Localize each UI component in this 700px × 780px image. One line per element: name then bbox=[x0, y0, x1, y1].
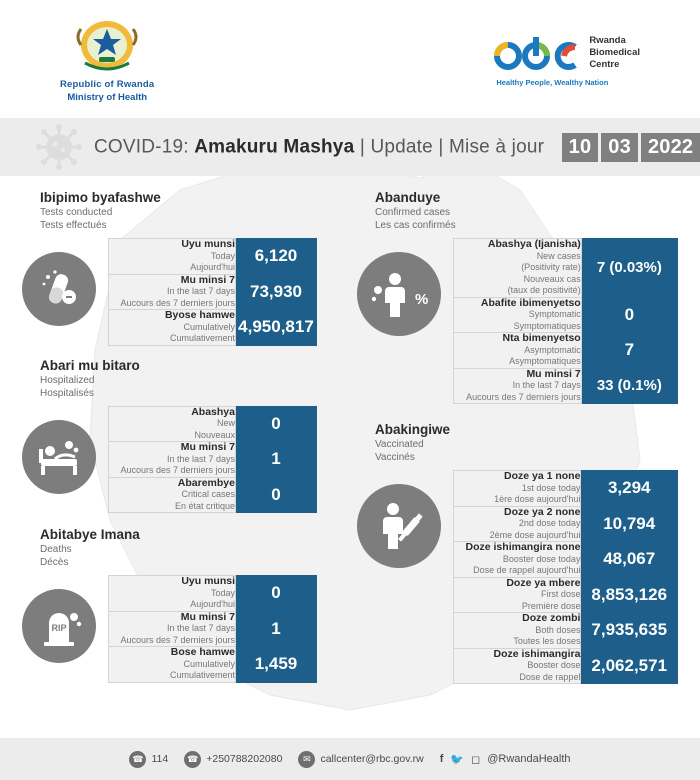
section-confirmed-sub2: Les cas confirmés bbox=[375, 220, 456, 231]
row-label-3: 2ème dose aujourd'hui bbox=[489, 529, 581, 540]
update-date bbox=[562, 133, 700, 162]
row-label-3: Cumulativement bbox=[169, 670, 235, 680]
coronavirus-icon bbox=[36, 124, 82, 170]
row-value: 7 (0.03%) bbox=[581, 239, 677, 298]
title-sep2: | bbox=[438, 136, 444, 158]
row-value: 0 bbox=[236, 406, 317, 442]
section-tests-title: Ibipimo byafashwe bbox=[40, 190, 161, 205]
date-month: 03 bbox=[601, 133, 638, 162]
row-label-1: Doze zombi bbox=[522, 612, 581, 624]
section-hospitalized-sub2: Hospitalisés bbox=[40, 387, 94, 399]
section-tests-sub1: Tests conducted bbox=[40, 207, 113, 218]
rbc-logo bbox=[494, 32, 640, 87]
row-label-2: In the last 7 days bbox=[166, 453, 235, 464]
row-label-3: Aujourd'hui bbox=[190, 599, 235, 609]
row-label-2: Booster dose today bbox=[502, 553, 581, 564]
row-value: 0 bbox=[236, 576, 317, 612]
row-label-1: Doze ya 2 none bbox=[504, 505, 581, 518]
table-row bbox=[454, 471, 678, 507]
table-row bbox=[454, 613, 678, 649]
footer-phone-long[interactable] bbox=[184, 751, 282, 768]
row-label-2: New bbox=[216, 418, 235, 428]
statistics-content bbox=[0, 176, 700, 684]
emblem-line2: Ministry of Health bbox=[67, 92, 148, 103]
row-label-1: Doze ishimangira none bbox=[465, 541, 581, 553]
title-update-fr: Mise à jour bbox=[449, 136, 545, 158]
title-update-en: Update bbox=[370, 136, 433, 158]
row-label-3: Dose de rappel aujourd'hui bbox=[473, 565, 581, 575]
row-value: 4,950,817 bbox=[236, 310, 317, 346]
rwanda-coat-of-arms-icon bbox=[71, 15, 143, 77]
table-row bbox=[109, 611, 317, 647]
table-row bbox=[454, 297, 678, 333]
row-label-3: Aucours des 7 derniers jours bbox=[120, 465, 235, 475]
table-row bbox=[454, 239, 678, 298]
row-value: 7 bbox=[581, 333, 677, 369]
row-label-1: Abarembye bbox=[177, 476, 235, 489]
date-day: 10 bbox=[562, 133, 599, 162]
row-label-2: 2nd dose today bbox=[518, 518, 581, 528]
row-label-3: Toutes les doses bbox=[513, 636, 581, 646]
row-value: 7,935,635 bbox=[581, 613, 678, 649]
row-label-2b: (Positivity rate) bbox=[521, 262, 581, 272]
table-row bbox=[109, 274, 317, 310]
mobile-icon: ☎ bbox=[184, 751, 201, 768]
ministry-of-health-logo bbox=[60, 15, 154, 103]
row-value: 8,853,126 bbox=[581, 577, 678, 613]
date-year: 2022 bbox=[641, 133, 700, 162]
row-label-3: En état critique bbox=[174, 500, 235, 511]
table-row bbox=[109, 647, 317, 683]
hospital-bed-icon bbox=[22, 420, 96, 494]
table-row bbox=[109, 239, 317, 275]
table-row bbox=[454, 648, 678, 684]
rbc-name-line2: Biomedical bbox=[589, 46, 640, 58]
table-row bbox=[109, 576, 317, 612]
table-row bbox=[109, 477, 317, 513]
rbc-slogan: Healthy People, Wealthy Nation bbox=[496, 77, 609, 87]
right-column bbox=[357, 190, 678, 684]
row-label-2: Critical cases bbox=[181, 489, 235, 499]
page-header bbox=[0, 0, 700, 118]
table-row bbox=[109, 310, 317, 346]
section-deaths bbox=[22, 527, 343, 683]
table-row bbox=[109, 406, 317, 442]
footer-phone-short[interactable] bbox=[129, 751, 168, 768]
row-value: 2,062,571 bbox=[581, 648, 678, 684]
title-main: Amakuru Mashya bbox=[194, 136, 355, 158]
row-label-2: Booster dose bbox=[527, 660, 581, 670]
vaccine-person-icon bbox=[357, 484, 441, 568]
title-band bbox=[0, 118, 700, 176]
row-value: 6,120 bbox=[236, 239, 317, 275]
row-label-3: Symptomatiques bbox=[513, 320, 581, 331]
table-row bbox=[454, 368, 678, 404]
row-label-1: Uyu munsi bbox=[181, 238, 235, 250]
row-label-1: Bose hamwe bbox=[170, 646, 235, 658]
row-value: 10,794 bbox=[581, 506, 678, 542]
row-value: 1,459 bbox=[236, 647, 317, 683]
confirmed-table bbox=[453, 238, 678, 404]
row-label-1: Mu minsi 7 bbox=[180, 441, 235, 453]
section-vaccinated-title: Abakingiwe bbox=[375, 422, 451, 437]
row-label-2: In the last 7 days bbox=[166, 286, 235, 296]
row-label-2: Cumulatively bbox=[183, 321, 235, 332]
footer-phone-long-text: +250788202080 bbox=[206, 753, 283, 765]
row-label-1: Uyu munsi bbox=[181, 575, 235, 587]
section-confirmed-sub1: Confirmed cases bbox=[375, 207, 451, 218]
title-prefix: COVID-19: bbox=[94, 136, 189, 158]
row-label-1: Abashya (Ijanisha) bbox=[487, 238, 581, 250]
email-icon: ✉ bbox=[298, 751, 315, 768]
section-confirmed bbox=[357, 190, 678, 404]
table-row bbox=[454, 542, 678, 578]
row-label-3: Aujourd'hui bbox=[190, 262, 235, 272]
svg-text:%: % bbox=[415, 291, 429, 308]
footer-social[interactable] bbox=[440, 753, 571, 766]
rbc-name-line3: Centre bbox=[589, 58, 620, 70]
row-label-1: Mu minsi 7 bbox=[526, 367, 581, 380]
footer-email-text: callcenter@rbc.gov.rw bbox=[320, 753, 424, 765]
row-label-2: First dose bbox=[540, 589, 581, 599]
row-label-1: Byose hamwe bbox=[164, 309, 235, 321]
title-sep1: | bbox=[359, 136, 365, 158]
table-row bbox=[454, 577, 678, 613]
row-label-2: In the last 7 days bbox=[512, 380, 581, 390]
row-label-3: Aucours des 7 derniers jours bbox=[120, 634, 235, 645]
section-vaccinated-sub2: Vaccinés bbox=[375, 452, 415, 463]
section-deaths-title: Abitabye Imana bbox=[40, 527, 140, 542]
page-footer bbox=[0, 738, 700, 780]
row-label-2: Today bbox=[210, 587, 235, 598]
deaths-table bbox=[108, 575, 317, 683]
left-column bbox=[22, 190, 343, 684]
section-hospitalized bbox=[22, 358, 343, 514]
row-value: 1 bbox=[236, 442, 317, 478]
facebook-icon[interactable]: f bbox=[439, 753, 444, 765]
row-label-3: Nouveaux cas bbox=[523, 273, 581, 284]
row-value: 1 bbox=[236, 611, 317, 647]
row-label-3: Aucours des 7 derniers jours bbox=[120, 297, 235, 308]
twitter-icon[interactable]: 🐦 bbox=[450, 753, 465, 766]
row-label-3: Asymptomatiques bbox=[509, 356, 581, 366]
row-label-2: Asymptomatic bbox=[524, 344, 581, 355]
row-label-1: Mu minsi 7 bbox=[180, 610, 235, 623]
footer-email[interactable] bbox=[298, 751, 423, 768]
section-confirmed-title: Abanduye bbox=[375, 190, 441, 205]
row-label-1: Doze ishimangira bbox=[493, 647, 581, 660]
table-row bbox=[454, 333, 678, 369]
instagram-icon[interactable]: ◻ bbox=[471, 753, 481, 766]
section-deaths-sub2: Décès bbox=[40, 557, 69, 568]
row-label-3: 1ère dose aujourd'hui bbox=[494, 494, 581, 504]
table-row bbox=[454, 506, 678, 542]
row-label-1: Doze ya 1 none bbox=[504, 470, 581, 482]
row-label-2: Both doses bbox=[535, 624, 581, 635]
row-value: 0 bbox=[236, 477, 317, 513]
row-label-2: In the last 7 days bbox=[166, 623, 235, 633]
row-label-2: Symptomatic bbox=[528, 309, 581, 319]
row-value: 33 (0.1%) bbox=[581, 368, 677, 404]
table-row bbox=[109, 442, 317, 478]
row-label-2: Today bbox=[210, 250, 235, 261]
tombstone-icon bbox=[22, 589, 96, 663]
section-deaths-sub1: Deaths bbox=[40, 544, 72, 555]
svg-text:RIP: RIP bbox=[51, 623, 67, 633]
row-label-3: Première dose bbox=[521, 600, 581, 611]
hospitalized-table bbox=[108, 406, 317, 514]
infected-person-icon bbox=[357, 252, 441, 336]
row-value: 3,294 bbox=[581, 471, 678, 507]
row-label-1: Abashya bbox=[191, 405, 235, 418]
section-tests bbox=[22, 190, 343, 346]
row-value: 48,067 bbox=[581, 542, 678, 578]
row-value: 73,930 bbox=[236, 274, 317, 310]
row-label-1: Abafite ibimenyetso bbox=[480, 296, 581, 309]
row-label-1: Doze ya mbere bbox=[506, 576, 581, 589]
emblem-line1: Republic of Rwanda bbox=[60, 79, 155, 90]
row-label-3: Aucours des 7 derniers jours bbox=[466, 391, 581, 402]
section-hospitalized-title: Abari mu bitaro bbox=[40, 357, 140, 373]
section-tests-sub2: Tests effectués bbox=[40, 220, 107, 231]
test-tube-icon bbox=[22, 252, 96, 326]
tests-table bbox=[108, 238, 317, 346]
row-label-2: New cases bbox=[536, 250, 581, 261]
footer-handle-text: @RwandaHealth bbox=[487, 753, 571, 765]
title-text bbox=[94, 133, 700, 162]
rbc-name-line1: Rwanda bbox=[589, 34, 626, 46]
row-label-3: Nouveaux bbox=[194, 429, 235, 440]
row-label-2: Cumulatively bbox=[183, 658, 235, 669]
row-label-3: Cumulativement bbox=[169, 333, 235, 343]
phone-icon: ☎ bbox=[129, 751, 146, 768]
row-label-1: Mu minsi 7 bbox=[180, 273, 235, 286]
row-value: 0 bbox=[581, 297, 677, 333]
row-label-3b: (taux de positivité) bbox=[507, 285, 581, 295]
footer-phone-short-text: 114 bbox=[151, 753, 169, 765]
row-label-1: Nta bimenyetso bbox=[502, 332, 581, 344]
vaccinated-table bbox=[453, 470, 678, 684]
rbc-logo-icon bbox=[494, 32, 580, 74]
row-label-2: 1st dose today bbox=[521, 482, 581, 493]
section-vaccinated-sub1: Vaccinated bbox=[375, 439, 424, 450]
section-hospitalized-sub1: Hospitalized bbox=[40, 374, 95, 386]
section-vaccinated bbox=[357, 422, 678, 684]
row-label-3: Dose de rappel bbox=[519, 671, 581, 682]
